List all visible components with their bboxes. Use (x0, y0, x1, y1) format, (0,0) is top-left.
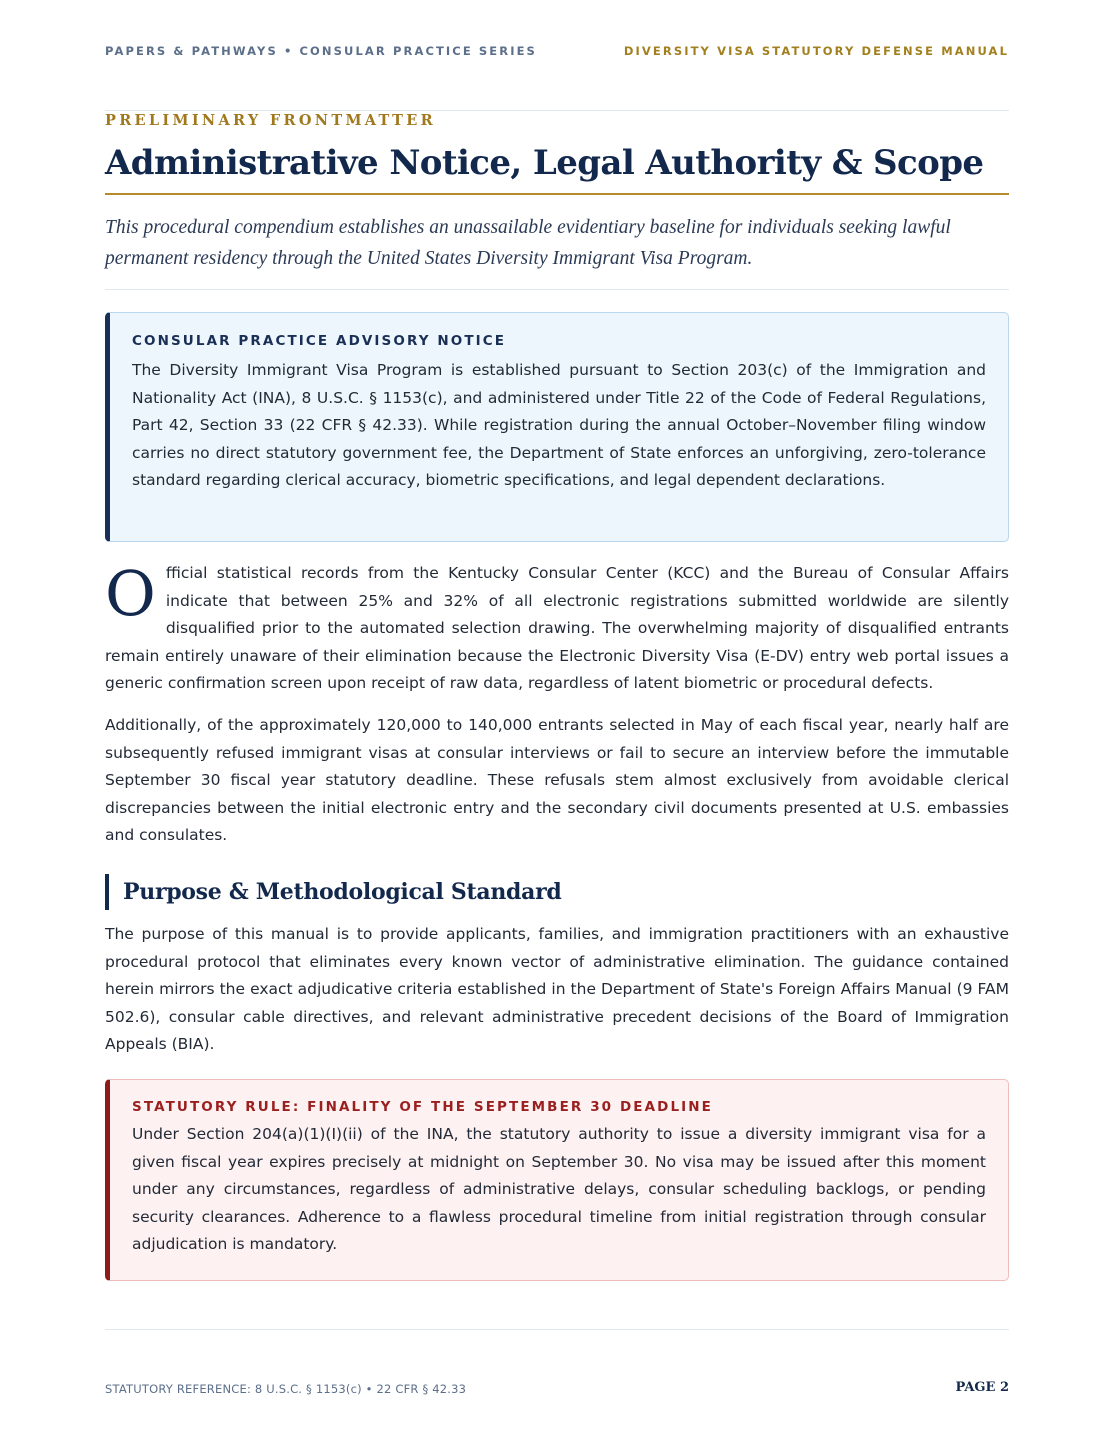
statutory-rule-body: Under Section 204(a)(1)(I)(ii) of the INA, the statutory authority to issue a diversity immigrant visa for a given fiscal year expires precisely at midnight on September 30. No visa may be issued after this moment under any circumstances, regardless of administrative delays, consular scheduling backlogs, or pending security clearances. Adherence to a flawless procedural timeline from initial registration through consular adjudication is mandatory. (132, 1125, 986, 1253)
statutory-rule-heading: STATUTORY RULE: FINALITY OF THE SEPTEMBER 30 DEADLINE (132, 1099, 714, 1115)
running-header (105, 44, 1009, 60)
series-title: PAPERS & PATHWAYS • CONSULAR PRACTICE SERIES (105, 44, 537, 58)
purpose-paragraph: The purpose of this manual is to provide applicants, families, and immigration practitioners with an exhaustive procedural protocol that eliminates every known vector of administrative elimination. The guidance contained herein mirrors the exact adjudicative criteria established in the Department of State's Foreign Affairs Manual (9 FAM 502.6), consular cable directives, and relevant administrative precedent decisions of the Board of Immigration Appeals (BIA). (105, 925, 1009, 1053)
advisory-heading: CONSULAR PRACTICE ADVISORY NOTICE (132, 333, 507, 349)
manual-page (105, 0, 1009, 1440)
advisory-body: The Diversity Immigrant Visa Program is established pursuant to Section 203(c) of the Immigration and Nationality Act (INA), 8 U.S.C. § 1153(c), and administered under Title 22 of the Code of Federal Regulations, Part 42, Section 33 (22 CFR § 42.33). While registration during the annual October–November filing window carries no direct statutory government fee, the Department of State enforces an unforgiving, zero-tolerance standard regarding clerical accuracy, biometric specifications, and legal dependent declarations. (132, 361, 986, 489)
body-paragraph-2: Additionally, of the approximately 120,000 to 140,000 entrants selected in May of each fiscal year, nearly half are subsequently refused immigrant visas at consular interviews or fail to secure an interview before the immutable September 30 fiscal year statutory deadline. These refusals stem almost exclusively from avoidable clerical discrepancies between the initial electronic entry and the secondary civil documents presented at U.S. embassies and consulates. (105, 716, 1009, 844)
body-paragraph-1 (105, 557, 1009, 698)
footer-divider (105, 1329, 1009, 1330)
manual-title: DIVERSITY VISA STATUTORY DEFENSE MANUAL (623, 44, 1009, 58)
page-title: Administrative Notice, Legal Authority & Scope (105, 143, 984, 183)
lede-paragraph: This procedural compendium establishes an unassailable evidentiary baseline for individuals seeking lawful permanent residency through the United States Diversity Immigrant Visa Program. (105, 217, 951, 269)
purpose-heading: Purpose & Methodological Standard (105, 874, 561, 910)
advisory-notice-box (105, 312, 1009, 542)
statutory-rule-box (105, 1079, 1009, 1281)
statutory-reference: STATUTORY REFERENCE: 8 U.S.C. § 1153(c) • 22 CFR § 42.33 (105, 1382, 467, 1396)
header-divider (105, 110, 1009, 111)
drop-cap: O (105, 557, 156, 630)
lede-divider (105, 289, 1009, 290)
body-paragraph-1-text: fficial statistical records from the Kentucky Consular Center (KCC) and the Bureau of Consular Affairs indicate that between 25% and 32% of all electronic registrations submitted worldwide are silently disqualified prior to the automated selection drawing. The overwhelming majority of disqualified entrants remain entirely unaware of their elimination because the Electronic Diversity Visa (E-DV) entry web portal issues a generic confirmation screen upon receipt of raw data, regardless of latent biometric or procedural defects. (105, 564, 1009, 692)
page-number: PAGE 2 (955, 1380, 1009, 1395)
title-underline (105, 193, 1009, 195)
section-label: PRELIMINARY FRONTMATTER (105, 112, 436, 129)
